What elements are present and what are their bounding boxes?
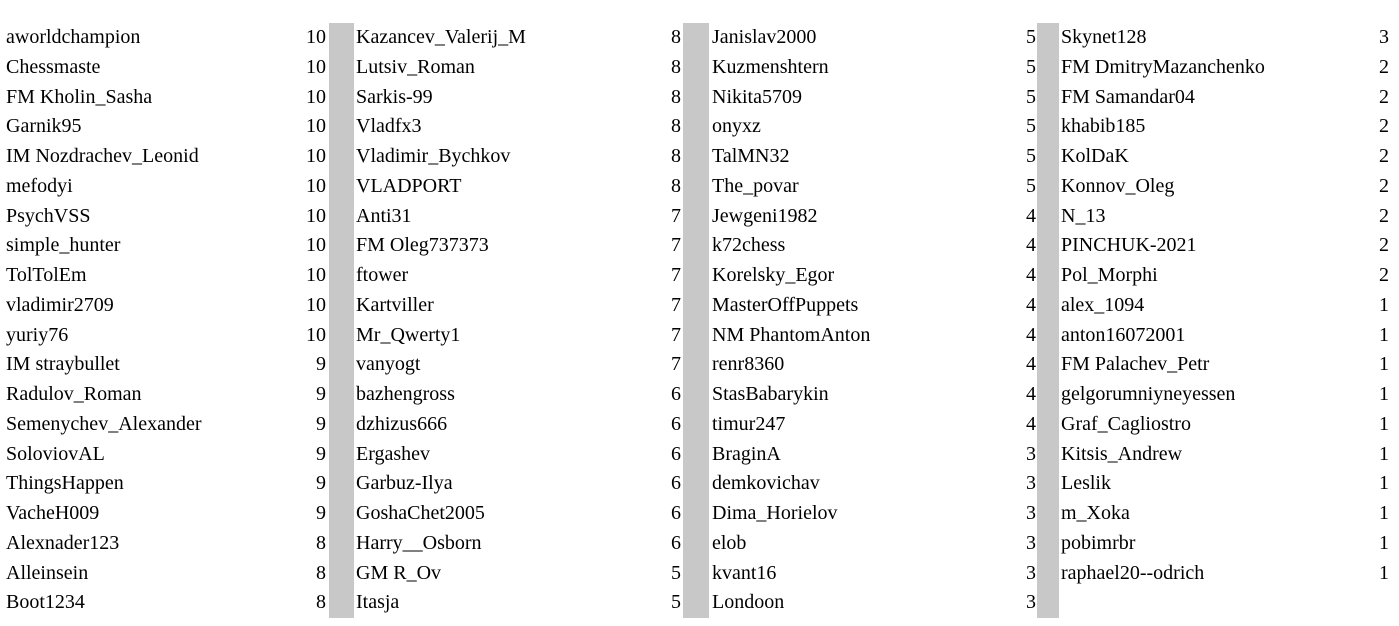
player-name: Jewgeni1982	[712, 204, 818, 227]
player-name: Semenychev_Alexander	[6, 412, 202, 435]
standings-column-4	[1061, 23, 1389, 588]
player-row	[1061, 112, 1389, 142]
player-score: 9	[316, 353, 326, 376]
standings-column-1	[6, 23, 326, 618]
player-name: GoshaChet2005	[356, 502, 485, 524]
player-row	[1061, 380, 1389, 410]
player-score: 3	[1026, 591, 1036, 614]
player-row	[1061, 469, 1389, 499]
player-name: Anti31	[356, 204, 412, 227]
player-score: 2	[1379, 145, 1389, 167]
player-row	[356, 380, 681, 410]
player-row	[1061, 499, 1389, 529]
player-score: 10	[306, 55, 326, 78]
column-divider	[1037, 23, 1059, 618]
player-name: TolTolEm	[6, 264, 87, 286]
player-row	[356, 53, 681, 83]
player-row	[356, 469, 681, 499]
player-name: alex_1094	[1061, 293, 1145, 316]
player-score: 3	[1026, 442, 1036, 465]
player-name: VLADPORT	[356, 174, 462, 197]
player-row	[6, 588, 326, 618]
player-score: 2	[1379, 85, 1389, 108]
player-name: FM DmitryMazanchenko	[1061, 55, 1265, 78]
player-row	[356, 291, 681, 321]
player-score: 4	[1026, 383, 1036, 405]
player-row	[356, 112, 681, 142]
player-name: Korelsky_Egor	[712, 264, 835, 286]
player-score: 9	[316, 412, 326, 435]
player-score: 4	[1026, 264, 1036, 286]
player-name: IM Nozdrachev_Leonid	[6, 145, 199, 167]
player-row	[712, 321, 1036, 351]
player-score: 7	[671, 234, 681, 257]
player-name: Lutsiv_Roman	[356, 55, 475, 78]
player-score: 3	[1026, 502, 1036, 524]
player-row	[356, 499, 681, 529]
player-row	[712, 142, 1036, 172]
player-name: vanyogt	[356, 353, 421, 376]
player-name: Janislav2000	[712, 26, 817, 48]
player-name: Mr_Qwerty1	[356, 323, 461, 346]
player-name: GM R_Ov	[356, 561, 442, 584]
player-score: 1	[1379, 561, 1389, 584]
player-name: elob	[712, 531, 747, 554]
player-name: Pol_Morphi	[1061, 264, 1158, 286]
player-row	[6, 321, 326, 351]
player-row	[356, 440, 681, 470]
player-name: NM PhantomAnton	[712, 323, 871, 346]
player-row	[1061, 410, 1389, 440]
player-score: 5	[671, 591, 681, 614]
player-row	[712, 559, 1036, 589]
player-row	[1061, 53, 1389, 83]
player-name: SoloviovAL	[6, 442, 105, 465]
player-row	[6, 350, 326, 380]
player-score: 10	[306, 26, 326, 48]
player-name: aworldchampion	[6, 26, 141, 48]
player-row	[1061, 23, 1389, 53]
player-score: 5	[1026, 174, 1036, 197]
player-name: vladimir2709	[6, 293, 114, 316]
player-score: 4	[1026, 293, 1036, 316]
player-name: raphael20--odrich	[1061, 561, 1205, 584]
player-name: Kartviller	[356, 293, 434, 316]
player-score: 6	[671, 383, 681, 405]
player-row	[1061, 440, 1389, 470]
player-score: 7	[671, 293, 681, 316]
player-row	[712, 231, 1036, 261]
player-score: 5	[1026, 85, 1036, 108]
player-row	[6, 53, 326, 83]
player-row	[712, 529, 1036, 559]
player-score: 1	[1379, 442, 1389, 465]
player-name: Leslik	[1061, 472, 1111, 495]
player-row	[6, 142, 326, 172]
player-row	[1061, 231, 1389, 261]
player-name: timur247	[712, 412, 786, 435]
player-score: 7	[671, 323, 681, 346]
player-name: FM Palachev_Petr	[1061, 353, 1210, 376]
player-name: pobimrbr	[1061, 531, 1136, 554]
player-row	[356, 350, 681, 380]
player-name: TalMN32	[712, 145, 790, 167]
player-name: simple_hunter	[6, 234, 121, 257]
player-name: mefodyi	[6, 174, 73, 197]
player-row	[6, 83, 326, 113]
player-row	[6, 410, 326, 440]
player-row	[1061, 142, 1389, 172]
player-row	[6, 291, 326, 321]
player-score: 9	[316, 502, 326, 524]
player-name: Nikita5709	[712, 85, 802, 108]
player-name: Radulov_Roman	[6, 383, 142, 405]
player-score: 5	[1026, 115, 1036, 138]
player-score: 1	[1379, 502, 1389, 524]
player-row	[6, 172, 326, 202]
player-name: Alexnader123	[6, 531, 120, 554]
player-row	[712, 440, 1036, 470]
player-score: 4	[1026, 353, 1036, 376]
player-score: 4	[1026, 234, 1036, 257]
player-score: 8	[671, 85, 681, 108]
player-row	[6, 23, 326, 53]
player-row	[1061, 83, 1389, 113]
player-row	[1061, 261, 1389, 291]
player-score: 8	[671, 55, 681, 78]
player-row	[356, 202, 681, 232]
player-name: m_Xoka	[1061, 502, 1130, 524]
player-score: 2	[1379, 234, 1389, 257]
player-name: Graf_Cagliostro	[1061, 412, 1191, 435]
player-row	[1061, 529, 1389, 559]
player-row	[712, 588, 1036, 618]
player-row	[712, 380, 1036, 410]
player-score: 4	[1026, 412, 1036, 435]
player-name: Londoon	[712, 591, 785, 614]
player-row	[356, 410, 681, 440]
player-score: 4	[1026, 204, 1036, 227]
player-row	[712, 350, 1036, 380]
player-row	[1061, 291, 1389, 321]
player-score: 9	[316, 472, 326, 495]
player-row	[712, 499, 1036, 529]
player-name: khabib185	[1061, 115, 1146, 138]
player-name: The_povar	[712, 174, 799, 197]
player-score: 6	[671, 502, 681, 524]
player-score: 7	[671, 353, 681, 376]
player-score: 5	[1026, 26, 1036, 48]
player-score: 8	[316, 591, 326, 614]
player-name: Chessmaste	[6, 55, 101, 78]
player-row	[712, 112, 1036, 142]
player-row	[1061, 559, 1389, 589]
player-score: 10	[306, 115, 326, 138]
player-score: 3	[1379, 26, 1389, 48]
player-name: demkovichav	[712, 472, 820, 495]
player-score: 2	[1379, 55, 1389, 78]
player-score: 1	[1379, 412, 1389, 435]
player-name: bazhengross	[356, 383, 455, 405]
player-name: Kuzmenshtern	[712, 55, 829, 78]
player-score: 8	[671, 115, 681, 138]
column-divider	[683, 23, 709, 618]
player-score: 1	[1379, 472, 1389, 495]
player-score: 5	[671, 561, 681, 584]
player-name: Konnov_Oleg	[1061, 174, 1175, 197]
player-row	[6, 261, 326, 291]
player-score: 10	[306, 204, 326, 227]
player-score: 2	[1379, 204, 1389, 227]
player-score: 1	[1379, 531, 1389, 554]
player-row	[6, 231, 326, 261]
player-row	[712, 53, 1036, 83]
player-score: 1	[1379, 293, 1389, 316]
player-name: MasterOffPuppets	[712, 293, 859, 316]
player-row	[712, 410, 1036, 440]
player-row	[712, 469, 1036, 499]
player-score: 7	[671, 264, 681, 286]
player-name: VacheH009	[6, 502, 100, 524]
player-row	[356, 172, 681, 202]
player-score: 10	[306, 85, 326, 108]
player-score: 1	[1379, 383, 1389, 405]
player-score: 8	[671, 174, 681, 197]
player-row	[356, 23, 681, 53]
player-name: Skynet128	[1061, 26, 1147, 48]
player-score: 5	[1026, 55, 1036, 78]
player-score: 6	[671, 442, 681, 465]
player-score: 1	[1379, 323, 1389, 346]
player-score: 8	[316, 561, 326, 584]
player-row	[712, 291, 1036, 321]
player-name: anton16072001	[1061, 323, 1186, 346]
player-name: PsychVSS	[6, 204, 91, 227]
player-row	[356, 529, 681, 559]
player-score: 7	[671, 204, 681, 227]
player-row	[6, 499, 326, 529]
player-name: BraginA	[712, 442, 781, 465]
player-name: renr8360	[712, 353, 785, 376]
player-row	[356, 231, 681, 261]
player-row	[6, 529, 326, 559]
player-row	[1061, 321, 1389, 351]
player-row	[6, 380, 326, 410]
standings-column-2	[356, 23, 681, 618]
column-divider	[329, 23, 354, 618]
player-name: IM straybullet	[6, 353, 120, 376]
player-name: kvant16	[712, 561, 777, 584]
player-row	[6, 112, 326, 142]
player-score: 9	[316, 442, 326, 465]
player-score: 3	[1026, 472, 1036, 495]
player-name: Garbuz-Ilya	[356, 472, 453, 495]
player-name: Harry__Osborn	[356, 531, 482, 554]
player-name: gelgorumniyneyessen	[1061, 383, 1236, 405]
player-score: 10	[306, 145, 326, 167]
player-score: 8	[671, 26, 681, 48]
player-row	[6, 440, 326, 470]
player-name: k72chess	[712, 234, 786, 257]
player-row	[356, 83, 681, 113]
player-name: FM Samandar04	[1061, 85, 1195, 108]
player-name: yuriy76	[6, 323, 69, 346]
player-name: KolDaK	[1061, 145, 1129, 167]
player-score: 6	[671, 472, 681, 495]
player-name: Alleinsein	[6, 561, 89, 584]
player-name: Sarkis-99	[356, 85, 433, 108]
player-row	[712, 261, 1036, 291]
player-score: 6	[671, 531, 681, 554]
player-row	[356, 588, 681, 618]
player-score: 4	[1026, 323, 1036, 346]
standings-column-3	[712, 23, 1036, 618]
player-row	[356, 261, 681, 291]
player-name: StasBabarykin	[712, 383, 829, 405]
player-score: 8	[316, 531, 326, 554]
player-row	[1061, 350, 1389, 380]
player-row	[356, 559, 681, 589]
player-score: 3	[1026, 531, 1036, 554]
player-score: 10	[306, 323, 326, 346]
player-score: 6	[671, 412, 681, 435]
player-score: 3	[1026, 561, 1036, 584]
player-name: Kazancev_Valerij_M	[356, 26, 526, 48]
player-row	[6, 469, 326, 499]
player-score: 10	[306, 234, 326, 257]
player-score: 2	[1379, 174, 1389, 197]
player-row	[712, 83, 1036, 113]
player-row	[712, 172, 1036, 202]
player-name: Vladfx3	[356, 115, 422, 138]
player-row	[712, 23, 1036, 53]
player-score: 2	[1379, 264, 1389, 286]
player-name: ftower	[356, 264, 409, 286]
player-name: N_13	[1061, 204, 1106, 227]
player-score: 2	[1379, 115, 1389, 138]
player-name: Boot1234	[6, 591, 85, 614]
player-score: 8	[671, 145, 681, 167]
player-name: Kitsis_Andrew	[1061, 442, 1183, 465]
player-row	[1061, 172, 1389, 202]
player-score: 1	[1379, 353, 1389, 376]
player-row	[356, 321, 681, 351]
player-score: 10	[306, 174, 326, 197]
player-name: Garnik95	[6, 115, 82, 138]
player-name: Vladimir_Bychkov	[356, 145, 511, 167]
player-name: ThingsHappen	[6, 472, 124, 495]
player-name: onyxz	[712, 115, 761, 138]
player-score: 9	[316, 383, 326, 405]
player-name: Ergashev	[356, 442, 431, 465]
player-name: FM Kholin_Sasha	[6, 85, 153, 108]
player-row	[712, 202, 1036, 232]
player-name: FM Oleg737373	[356, 234, 489, 257]
player-score: 10	[306, 264, 326, 286]
player-row	[1061, 202, 1389, 232]
player-name: Dima_Horielov	[712, 502, 838, 524]
player-name: dzhizus666	[356, 412, 448, 435]
player-row	[6, 202, 326, 232]
player-name: Itasja	[356, 591, 400, 614]
player-row	[6, 559, 326, 589]
player-score: 10	[306, 293, 326, 316]
player-score: 5	[1026, 145, 1036, 167]
player-row	[356, 142, 681, 172]
player-name: PINCHUK-2021	[1061, 234, 1197, 257]
